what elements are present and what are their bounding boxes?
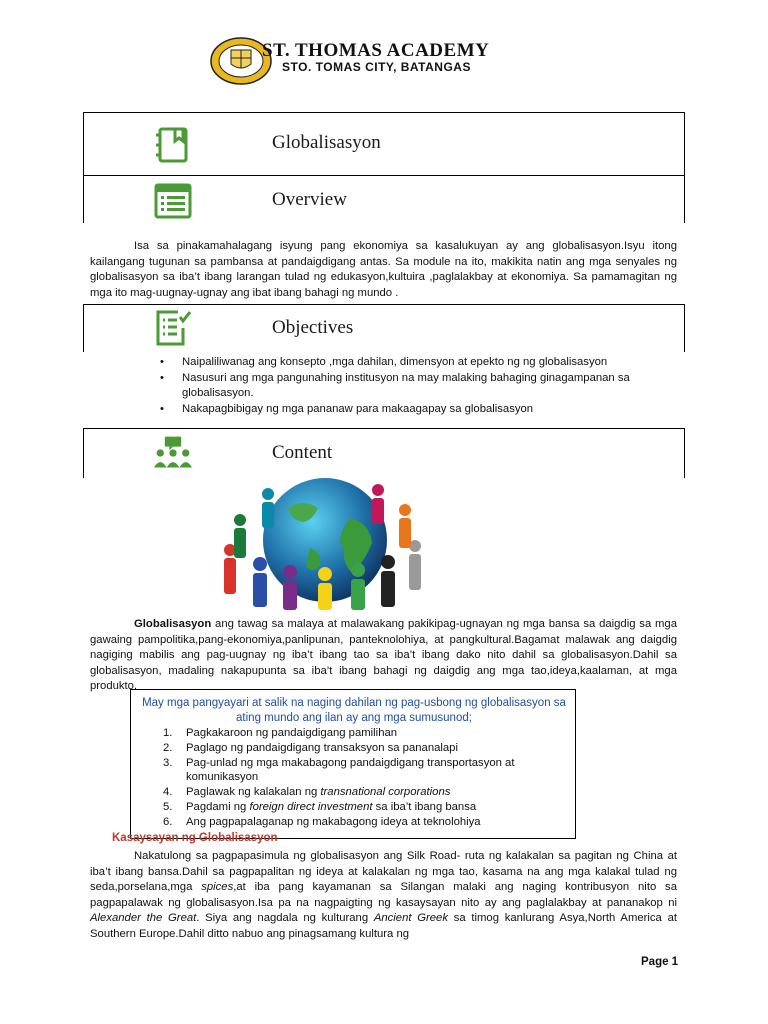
objective-item: • Nasusuri ang mga pangunahing institusyon na may malaking bahaging ginagampanan sa globalisasyon. xyxy=(158,371,678,402)
page-number: Page 1 xyxy=(641,956,679,968)
factor-item: 4. Paglawak ng kalakalan ng transnational corporations xyxy=(163,786,451,799)
history-heading: Kasaysayan ng Globalisasyon xyxy=(112,832,278,844)
overview-heading: Overview xyxy=(272,189,347,210)
overview-text: Isa sa pinakamahalagang isyung pang ekonomiya sa kasalukuyan ay ang globalisasyon.Isyu itong kailangang tugunan sa pambansa at pandaigdigang antas. Sa module na ito, makikita natin ang mga senyales ng globalisasyon sa iba’t ibang larangan tulad ng edukasyon,kultuira ,paglalakbay at ekonomiya. Sa pamamagitan ng mga ito mag-uugnay-ugnay ang ibat ibang bahagi ng mundo . xyxy=(90,240,677,299)
school-location: STO. TOMAS CITY, BATANGAS xyxy=(282,60,471,74)
document-list-icon xyxy=(153,181,193,221)
content-paragraph xyxy=(90,617,677,695)
objective-item: • Nakapagbibigay ng mga pananaw para makaagapay sa globalisasyon xyxy=(158,402,678,418)
history-paragraph: Nakatulong sa pagpapasimula ng globalisasyon ang Silk Road- ruta ng kalakalan sa pagitan ng China at iba’t ibang bansa.Dahil sa pagpapalitan ng ideya at kalakalan ng mga tao, kasama na ang mga kalakal tulad ng seda,porselana,mga spices,at iba pang kayamanan sa Silangan malaki ang naging kontribusyon nito sa pagpapalawak ng globalisasyon.Isa pa na nagpaigting ng kasaysayan nito ay ang paglalakbay at pananakop ni Alexander the Great. Siya ang nagdala ng kulturang Ancient Greek sa timog kanlurang Asya,North America at Southern Europe.Dahil ditto nabuo ang pinagsamang kultura ng xyxy=(90,850,677,940)
objective-item: • Naipaliliwanag ang konsepto ,mga dahilan, dimensyon at epekto ng ng globalisasyon xyxy=(158,355,678,371)
group-discussion-icon xyxy=(153,433,193,473)
factors-box xyxy=(130,689,576,839)
checklist-icon xyxy=(153,308,193,348)
content-heading: Content xyxy=(272,442,333,463)
factor-item: 3. Pag-unlad ng mga makabagong pandaigdigang transportasyon at komunikasyon xyxy=(163,756,515,784)
factors-list xyxy=(163,726,563,830)
factor-item: 6. Ang pagpapalaganap ng makabagong ideya at teknolohiya xyxy=(163,815,481,828)
content-paragraph-text: ang tawag sa malaya at malawakang pakikipag-ugnayan ng mga bansa sa daigdig sa mga gawaing pampolitika,pang-ekonomiya,panlipunan, panteknolohiya, at pangkultural.Bagamat malawak ang daigdig nagiging mabilis ang pag-uugnay ng iba’t ibang tao sa iba’t ibang dako nito dahil sa globalisasyon.Dahil sa globalisasyon, madaling nakapupunta sa iba’t ibang bahagi ng daigdig ang mga tao,ideya,kaalaman, at mga produkto. xyxy=(90,618,677,692)
school-name: ST. THOMAS ACADEMY xyxy=(262,40,490,61)
module-title: Globalisasyon xyxy=(272,132,381,153)
book-icon xyxy=(153,125,193,165)
factor-item: 1. Pagkakaroon ng pandaigdigang pamilihan xyxy=(163,727,398,739)
factor-item: 2. Paglago ng pandaigdigang transaksyon sa pananalapi xyxy=(163,741,458,754)
objectives-heading: Objectives xyxy=(272,317,354,338)
globe-people-illustration xyxy=(210,478,440,610)
factors-heading: May mga pangyayari at salik na naging dahilan ng pag-usbong ng globalisasyon sa ating mundo ang ilan ay ang mga sumusunod; xyxy=(142,697,566,724)
term-globalisasyon: Globalisasyon xyxy=(134,618,212,630)
objectives-list xyxy=(158,355,678,417)
factor-item: 5. Pagdami ng foreign direct investment sa iba’t ibang bansa xyxy=(163,800,477,813)
